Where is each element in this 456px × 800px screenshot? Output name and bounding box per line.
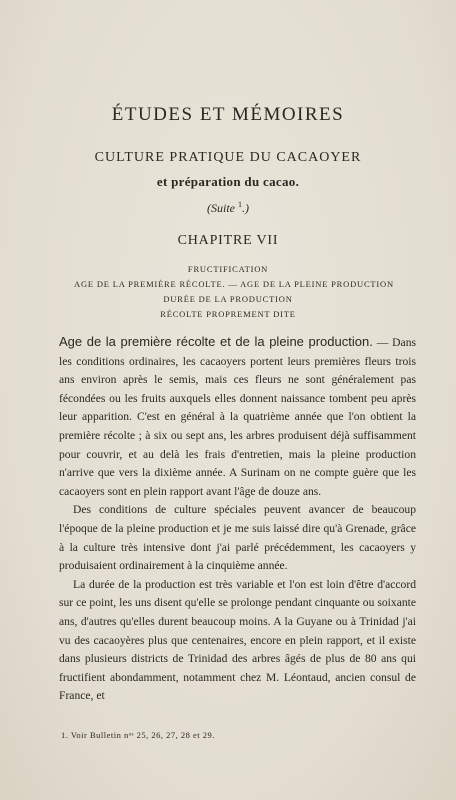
body-text [59,333,416,706]
paragraph: La durée de la production est très variable et l'on est loin d'être d'accord sur ce point, les uns disent qu'elle se prolonge pendant cinquante ou soixante ans, d'autres qu'elles durent beaucoup moins. A la Guyane ou à Trinidad j'ai vu des cacaoyères plus que centenaires, encore en plein rapport, et il existe dans plusieurs districts de Trinidad des arbres âgés de plus de 80 ans qui fructifient abondamment, notamment chez M. Léontaud, ancien consul de France, et [59,577,416,703]
chapter-summary-line: AGE DE LA PREMIÈRE RÉCOLTE. — AGE DE LA PLEINE PRODUCTION [74,279,394,289]
section-lead: Age de la première récolte et de la pleine production. [59,334,373,349]
footnote-ref: 1 [238,200,242,209]
article-title: CULTURE PRATIQUE DU CACAOYER [94,150,362,165]
chapter-summary-line: RÉCOLTE PROPREMENT DITE [160,309,296,319]
suite-close: .) [242,201,249,215]
chapter-heading: CHAPITRE VII [177,233,279,248]
chapter-summary-line: FRUCTIFICATION [187,264,269,274]
paragraph: Des conditions de culture spéciales peuvent avancer de beaucoup l'époque de la pleine production et je me suis laissé dire qu'à Grenade, grâce à la culture très intensive dont j'ai parlé précédemment, les cacaoyers y produisaient ordinairement à la cinquième année. [59,503,416,573]
footnote: 1. Voir Bulletin nᵒˢ 25, 26, 27, 28 et 29. [61,730,215,740]
continuation-note [0,200,456,216]
chapter-summary-line: DURÉE DE LA PRODUCTION [163,294,293,304]
paragraph-text: — Dans les conditions ordinaires, les cacaoyers portent leurs premières fleurs trois ans environ après le semis, mais ces fleurs ne sont généralement pas fécondées ou les fruits auxquels elles donnent naissance tombent peu après leur apparition. C'est en général à la quatrième année que l'on obtient la première récolte ; à six ou sept ans, les arbres produisent déjà suffisamment pour couvrir, et au delà les frais d'entretien, mais la pleine production n'arrive que vers la dixième année. A Surinam on ne compte guère que les cacaoyers sont en plein rapport avant l'âge de douze ans. [59,336,417,498]
paragraph [59,333,416,501]
page-title: ÉTUDES ET MÉMOIRES [111,104,345,125]
suite-label: (Suite [207,201,235,215]
article-subtitle: et préparation du cacao. [156,174,300,189]
